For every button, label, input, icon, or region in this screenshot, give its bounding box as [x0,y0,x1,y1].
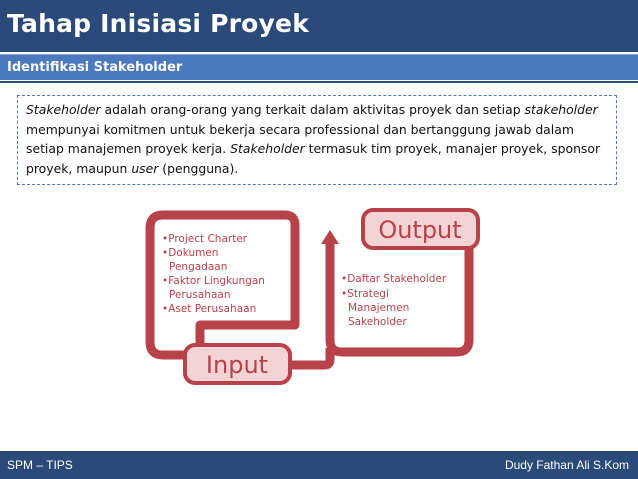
input-label: Input [205,351,269,379]
output-label: Output [378,216,462,244]
section-title: Identifikasi Stakeholder [7,60,183,75]
footer-bar [0,451,638,479]
output-item: Manajemen [348,302,410,314]
output-item: •Strategi [341,288,389,300]
definition-text-3: termasuk tim proyek, manajer proyek, sponsor proyek, maupun [26,141,601,176]
term-stakeholder-3: Stakeholder [230,141,305,156]
term-user: user [131,160,159,176]
term-stakeholder: Stakeholder [26,102,101,117]
definition-text-4: (pengguna). [158,160,239,176]
definition-box [17,95,617,185]
page-title: Tahap Inisiasi Proyek [7,9,310,38]
term-stakeholder-2: stakeholder [524,102,598,117]
subheader-bar [0,54,638,80]
input-output-diagram [145,200,495,400]
definition-text-2: mempunyai komitmen untuk bekerja secara professional dan bertanggung jawab dalam setiap manajemen proyek kerja. [26,121,574,156]
input-item: •Dokumen [162,247,219,259]
output-item: •Daftar Stakeholder [341,273,447,285]
input-connector [290,348,330,365]
input-item: •Faktor Lingkungan [162,275,265,287]
input-item: •Project Charter [162,233,248,245]
footer-author: Dudy Fathan Ali S.Kom [504,458,629,472]
definition-text-1: adalah orang-orang yang terkait dalam aktivitas proyek dan setiap [100,102,525,117]
title-bar [0,0,638,52]
input-item: •Aset Perusahaan [162,303,257,315]
footer-course: SPM – TIPS [7,458,73,472]
input-item: Pengadaan [169,261,228,273]
divider [0,81,638,83]
input-item: Perusahaan [169,289,231,301]
output-item: Sakeholder [348,316,407,328]
